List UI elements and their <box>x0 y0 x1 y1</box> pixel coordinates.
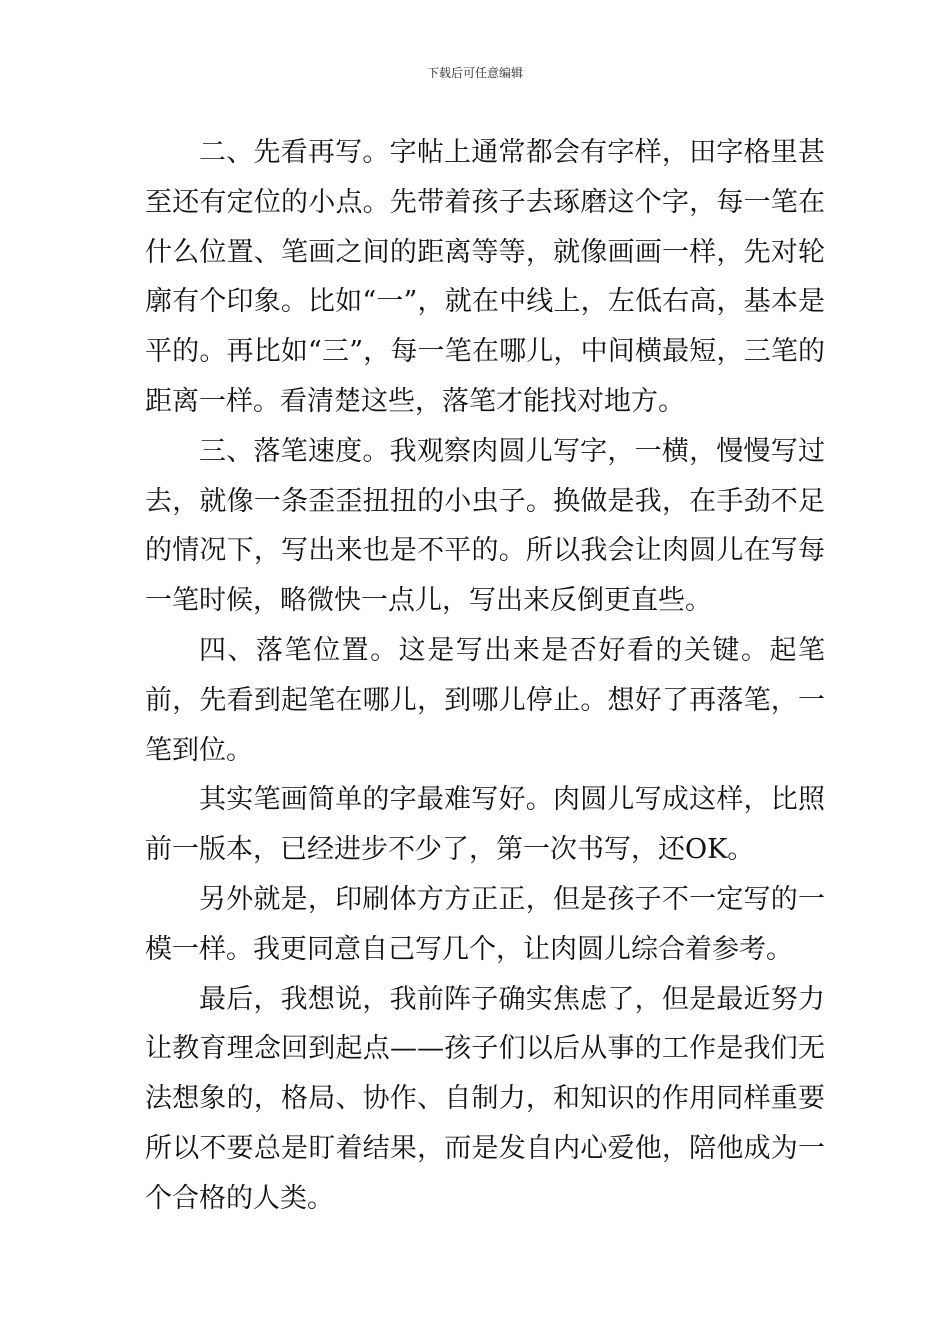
paragraph-print-vs-handwriting: 另外就是，印刷体方方正正，但是孩子不一定写的一模一样。我更同意自己写几个，让肉圆儿综合着参考。 <box>145 883 825 965</box>
paragraph-conclusion: 最后，我想说，我前阵子确实焦虑了，但是最近努力让教育理念回到起点——孩子们以后从事的工作是我们无法想象的，格局、协作、自制力，和知识的作用同样重要所以不要总是盯着结果，而是发自内心爱他，陪他成为一个合格的人类。 <box>145 983 825 1214</box>
paragraph-stroke-position: 四、落笔位置。这是写出来是否好看的关键。起笔前，先看到起笔在哪儿，到哪儿停止。想好了再落笔，一笔到位。 <box>145 634 825 766</box>
paragraph-stroke-speed: 三、落笔速度。我观察肉圆儿写字，一横，慢慢写过去，就像一条歪歪扭扭的小虫子。换做是我，在手劲不足的情况下，写出来也是不平的。所以我会让肉圆儿在写每一笔时候，略微快一点儿，写出来反倒更直些。 <box>145 435 825 617</box>
paragraph-stroke-observation: 二、先看再写。字帖上通常都会有字样，田字格里甚至还有定位的小点。先带着孩子去琢磨这个字，每一笔在什么位置、笔画之间的距离等等，就像画画一样，先对轮廓有个印象。比如“一”，就在中线上，左低右高，基本是平的。再比如“三”，每一笔在哪儿，中间横最短，三笔的距离一样。看清楚这些，落笔才能找对地方。 <box>145 137 825 417</box>
document-body <box>145 128 825 1224</box>
page-header: 下载后可任意编辑 <box>426 66 523 80</box>
paragraph-simple-characters: 其实笔画简单的字最难写好。肉圆儿写成这样，比照前一版本，已经进步不少了，第一次书写，还OK。 <box>145 784 825 866</box>
